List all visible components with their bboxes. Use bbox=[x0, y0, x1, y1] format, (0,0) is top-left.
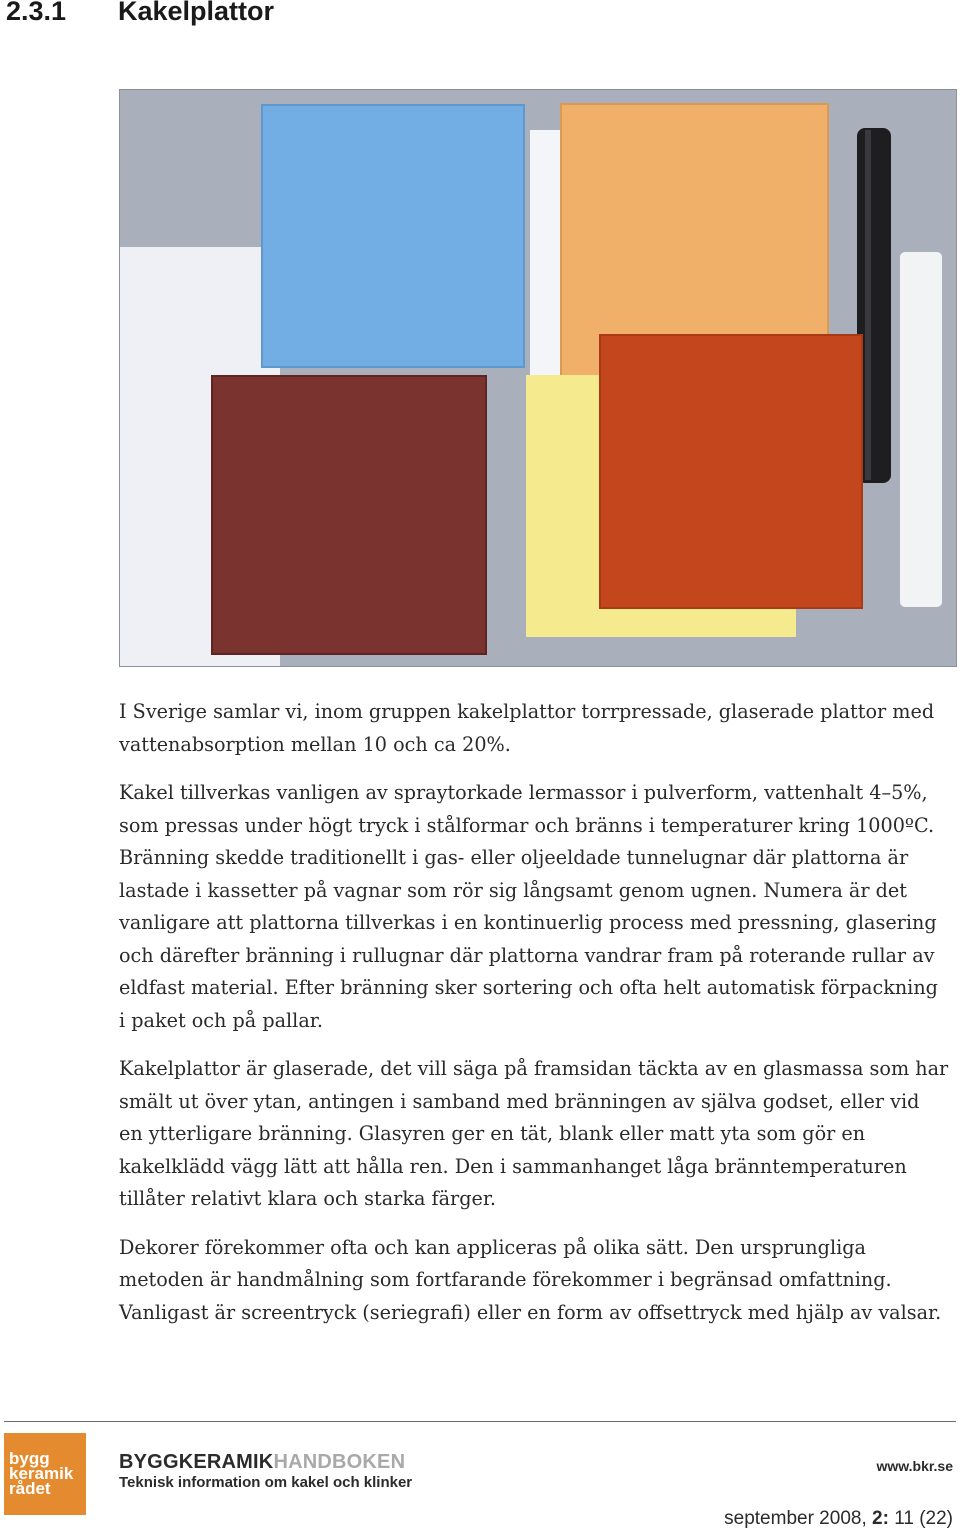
brand-secondary: HANDBOKEN bbox=[273, 1451, 406, 1473]
page-number: 11 (22) bbox=[894, 1508, 953, 1529]
tiles-illustration bbox=[120, 90, 956, 666]
blue-tile bbox=[262, 105, 524, 367]
handbook-subtitle: Teknisk information om kakel och klinker bbox=[119, 1474, 413, 1491]
brand-primary: BYGGKERAMIK bbox=[119, 1451, 274, 1473]
publication-date: september 2008, bbox=[724, 1508, 867, 1529]
page-info bbox=[724, 1508, 953, 1530]
section-number: 2.3.1 bbox=[6, 0, 67, 26]
chapter-number: 2: bbox=[872, 1508, 889, 1529]
website-link[interactable]: www.bkr.se bbox=[876, 1458, 953, 1474]
body-text bbox=[119, 696, 949, 1345]
white-rod bbox=[900, 252, 942, 607]
logo-line: bygg bbox=[9, 1449, 50, 1468]
brown-tile bbox=[212, 376, 486, 654]
ceramic-tiles-photo bbox=[119, 89, 957, 667]
logo-line: rådet bbox=[9, 1479, 51, 1498]
paragraph-glazing: Kakelplattor är glaserade, det vill säga på framsidan täckta av en glasmassa som har smält ut över ytan, antingen i samband med bränningen av själva godset, eller vid en ytterligare bränning. Glasyren ger en tät, blank eller matt yta som gör en kakelklädd vägg lätt att hålla ren. Den i sammanhanget låga bränntemperaturen tillåter relativt klara och starka färger. bbox=[119, 1057, 949, 1210]
red-tile bbox=[600, 335, 862, 608]
footer-divider bbox=[4, 1421, 956, 1422]
handbook-brand bbox=[119, 1451, 405, 1474]
paragraph-decorations: Dekorer förekommer ofta och kan appliceras på olika sätt. Den ursprungliga metoden är handmålning som fortfarande förekommer i begränsad omfattning. Vanligast är screentryck (seriegrafi) eller en form av offsettryck med hjälp av valsar. bbox=[119, 1235, 942, 1324]
paragraph-intro: I Sverige samlar vi, inom gruppen kakelplattor torrpressade, glaserade plattor med vattenabsorption mellan 10 och ca 20%. bbox=[119, 700, 935, 756]
section-title: Kakelplattor bbox=[118, 0, 275, 26]
section-heading bbox=[6, 0, 274, 27]
byggkeramikradet-logo bbox=[4, 1433, 86, 1515]
logo-line: keramik bbox=[9, 1464, 74, 1483]
paragraph-manufacturing: Kakel tillverkas vanligen av spraytorkade lermassor i pulverform, vattenhalt 4–5%, som pressas under högt tryck i stålformar och bränns i temperaturer kring 1000ºC. Bränning skedde traditionellt i gas- eller oljeeldade tunnelugnar där plattorna är lastade i kassetter på vagnar som rör sig långsamt genom ugnen. Numera är det vanligare att plattorna tillverkas i en kontinuerlig process med pressning, glasering och därefter bränning i rullugnar där plattorna vandrar fram på roterande rullar av eldfast material. Efter bränning sker sortering och ofta helt automatisk förpackning i paket och på pallar. bbox=[119, 781, 938, 1032]
